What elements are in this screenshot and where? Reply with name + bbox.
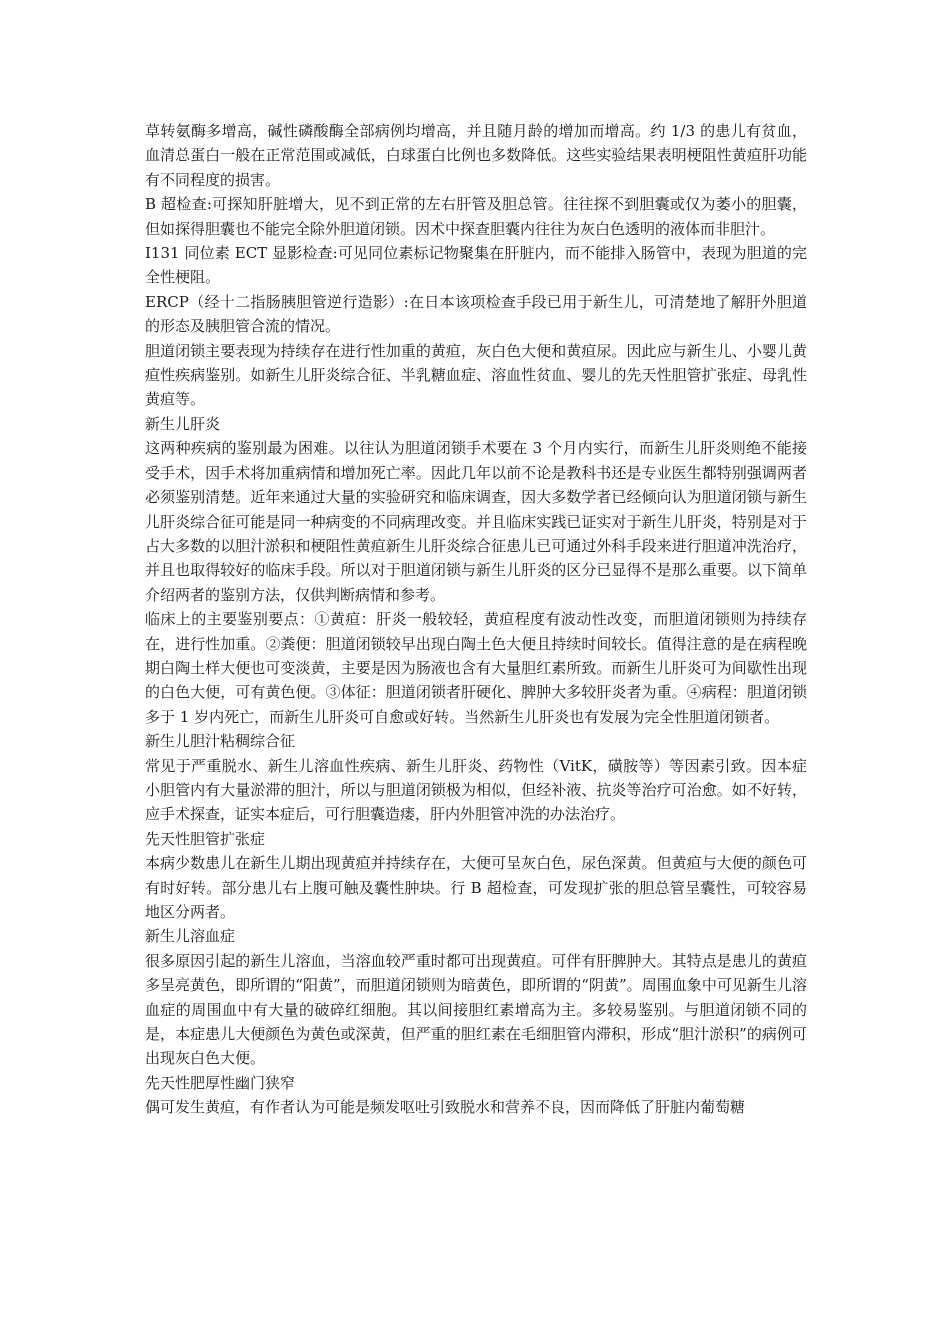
heading-hemolytic-disease: 新生儿溶血症: [145, 927, 236, 946]
paragraph-ect-scan: I131 同位素 ECT 显影检查:可见同位素标记物聚集在肝脏内，而不能排入肠管中，表现为胆道的完全性梗阻。: [145, 244, 807, 287]
heading-choledochal-cyst: 先天性胆管扩张症: [145, 829, 266, 848]
heading-pyloric-stenosis: 先天性肥厚性幽门狭窄: [145, 1073, 296, 1092]
document-body: [145, 119, 807, 1120]
paragraph-lab-findings: 草转氨酶多增高，碱性磷酸酶全部病例均增高，并且随月龄的增加而增高。约 1/3 的患儿有贫血，血清总蛋白一般在正常范围或减低，白球蛋白比例也多数降低。这些实验结果表明梗阻性黄疸肝功能有不同程度的损害。: [145, 122, 807, 189]
heading-inspissated-bile: 新生儿胆汁粘稠综合征: [145, 732, 296, 751]
paragraph-inspissated-bile: 常见于严重脱水、新生儿溶血性疾病、新生儿肝炎、药物性（VitK，磺胺等）等因素引致。因本症小胆管内有大量淤滞的胆汁，所以与胆道闭锁极为相似，但经补液、抗炎等治疗可治愈。如不好转，应手术探查，证实本症后，可行胆囊造瘘，肝内外胆管冲洗的办法治疗。: [145, 756, 807, 824]
heading-neonatal-hepatitis: 新生儿肝炎: [145, 414, 221, 433]
paragraph-ultrasound: B 超检查:可探知肝脏增大，见不到正常的左右肝管及胆总管。往往探不到胆囊或仅为萎小的胆囊，但如探得胆囊也不能完全除外胆道闭锁。因术中探查胆囊内往往为灰白色透明的液体而非胆汁。: [145, 195, 807, 238]
paragraph-differential-intro: 胆道闭锁主要表现为持续存在进行性加重的黄疸，灰白色大便和黄疸尿。因此应与新生儿、小婴儿黄疸性疾病鉴别。如新生儿肝炎综合征、半乳糖血症、溶血性贫血、婴儿的先天性胆管扩张症、母乳性黄疸等。: [145, 341, 807, 409]
paragraph-neonatal-hepatitis: 这两种疾病的鉴别最为困难。以往认为胆道闭锁手术要在 3 个月内实行，而新生儿肝炎则绝不能接受手术，因手术将加重病情和增加死亡率。因此几年以前不论是教科书还是专业医生都特别强调两者必须鉴别清楚。近年来通过大量的实验研究和临床调查，因大多数学者已经倾向认为胆道闭锁与新生儿肝炎综合征可能是同一种病变的不同病理改变。并且临床实践已证实对于新生儿肝炎，特别是对于占大多数的以胆汁淤积和梗阻性黄疸新生儿肝炎综合征患儿已可通过外科手段来进行胆道冲洗治疗，并且也取得较好的临床手段。所以对于胆道闭锁与新生儿肝炎的区分已显得不是那么重要。以下简单介绍两者的鉴别方法，仅供判断病情和参考。: [145, 439, 807, 604]
paragraph-ercp: ERCP（经十二指肠胰胆管逆行造影）:在日本该项检查手段已用于新生儿，可清楚地了解肝外胆道的形态及胰胆管合流的情况。: [145, 292, 807, 336]
paragraph-hemolytic-disease: 很多原因引起的新生儿溶血，当溶血较严重时都可出现黄疸。可伴有肝脾肿大。其特点是患儿的黄疸多呈亮黄色，即所谓的“阳黄”，而胆道闭锁则为暗黄色，即所谓的“阴黄”。周围血象中可见新生儿溶血症的周围血中有大量的破碎红细胞。其以间接胆红素增高为主。多较易鉴别。与胆道闭锁不同的是，本症患儿大便颜色为黄色或深黄，但严重的胆红素在毛细胆管内滞积，形成“胆汁淤积”的病例可出现灰白色大便。: [145, 951, 807, 1068]
paragraph-clinical-points: 临床上的主要鉴别要点：①黄疸：肝炎一般较轻，黄疸程度有波动性改变，而胆道闭锁则为持续存在，进行性加重。②粪便：胆道闭锁较早出现白陶土色大便且持续时间较长。值得注意的是在病程晚期白陶土样大便也可变淡黄，主要是因为肠液也含有大量胆红素所致。而新生儿肝炎可为间歇性出现的白色大便，可有黄色便。③体征：胆道闭锁者肝硬化、脾肿大多较肝炎者为重。④病程：胆道闭锁多于 1 岁内死亡，而新生儿肝炎可自愈或好转。当然新生儿肝炎也有发展为完全性胆道闭锁者。: [145, 610, 807, 726]
paragraph-choledochal-cyst: 本病少数患儿在新生儿期出现黄疸并持续存在，大便可呈灰白色，尿色深黄。但黄疸与大便的颜色可有时好转。部分患儿右上腹可触及囊性肿块。行 B 超检查，可发现扩张的胆总管呈囊性，可较容易地区分两者。: [145, 854, 807, 921]
paragraph-pyloric-stenosis: 偶可发生黄疸，有作者认为可能是频发呕吐引致脱水和营养不良，因而降低了肝脏内葡萄糖: [145, 1098, 746, 1117]
